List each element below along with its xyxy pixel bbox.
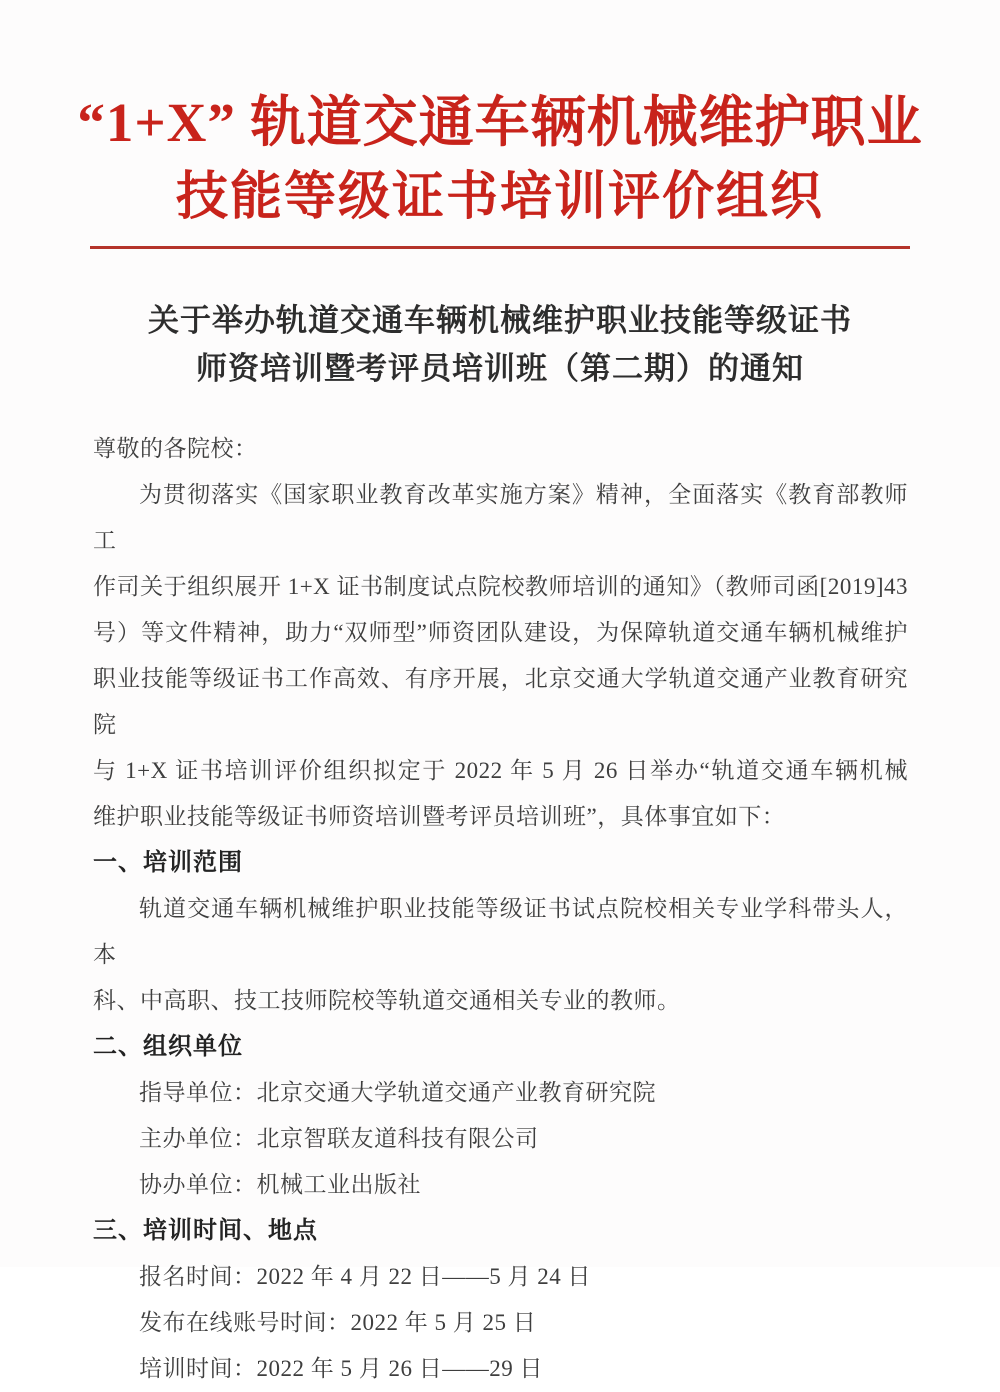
- intro-line: 与 1+X 证书培训评价组织拟定于 2022 年 5 月 26 日举办“轨道交通车辆机械: [93, 758, 908, 783]
- host-unit-line: 主办单位：北京智联友道科技有限公司: [139, 1126, 539, 1151]
- intro-line: 号）等文件精神，助力“双师型”师资团队建设，为保障轨道交通车辆机械维护: [93, 620, 908, 645]
- section-3-heading: 三、培训时间、地点: [93, 1217, 318, 1244]
- organization-masthead: [0, 84, 1000, 235]
- masthead-line-1: “1+X” 轨道交通车辆机械维护职业: [77, 92, 923, 153]
- co-organizer-line: 协办单位：机械工业出版社: [139, 1172, 421, 1197]
- intro-line: 职业技能等级证书工作高效、有序开展，北京交通大学轨道交通产业教育研究院: [93, 666, 908, 737]
- intro-line: 维护职业技能等级证书师资培训暨考评员培训班”，具体事宜如下：: [93, 804, 786, 829]
- section-1-line: 轨道交通车辆机械维护职业技能等级证书试点院校相关专业学科带头人，本: [93, 896, 908, 967]
- section-1-line: 科、中高职、技工技师院校等轨道交通相关专业的教师。: [93, 988, 681, 1013]
- masthead-line-2: 技能等级证书培训评价组织: [175, 169, 824, 226]
- intro-line: 作司关于组织展开 1+X 证书制度试点院校教师培训的通知》（教师司函[2019]43: [93, 574, 908, 599]
- notice-title: [0, 297, 1000, 393]
- guidance-unit-line: 指导单位：北京交通大学轨道交通产业教育研究院: [139, 1080, 656, 1105]
- salutation: 尊敬的各院校：: [93, 436, 258, 461]
- document-body: [93, 426, 908, 1392]
- account-release-time-line: 发布在线账号时间：2022 年 5 月 25 日: [139, 1310, 537, 1335]
- notice-title-line-2: 师资培训暨考评员培训班（第二期）的通知: [196, 351, 804, 386]
- training-time-line: 培训时间：2022 年 5 月 26 日——29 日: [139, 1356, 543, 1381]
- registration-time-line: 报名时间：2022 年 4 月 22 日——5 月 24 日: [139, 1264, 591, 1289]
- masthead-divider: [90, 246, 910, 249]
- intro-line: 为贯彻落实《国家职业教育改革实施方案》精神，全面落实《教育部教师工: [93, 482, 908, 553]
- section-1-heading: 一、培训范围: [93, 849, 243, 876]
- notice-title-line-1: 关于举办轨道交通车辆机械维护职业技能等级证书: [148, 303, 852, 338]
- section-2-heading: 二、组织单位: [93, 1033, 243, 1060]
